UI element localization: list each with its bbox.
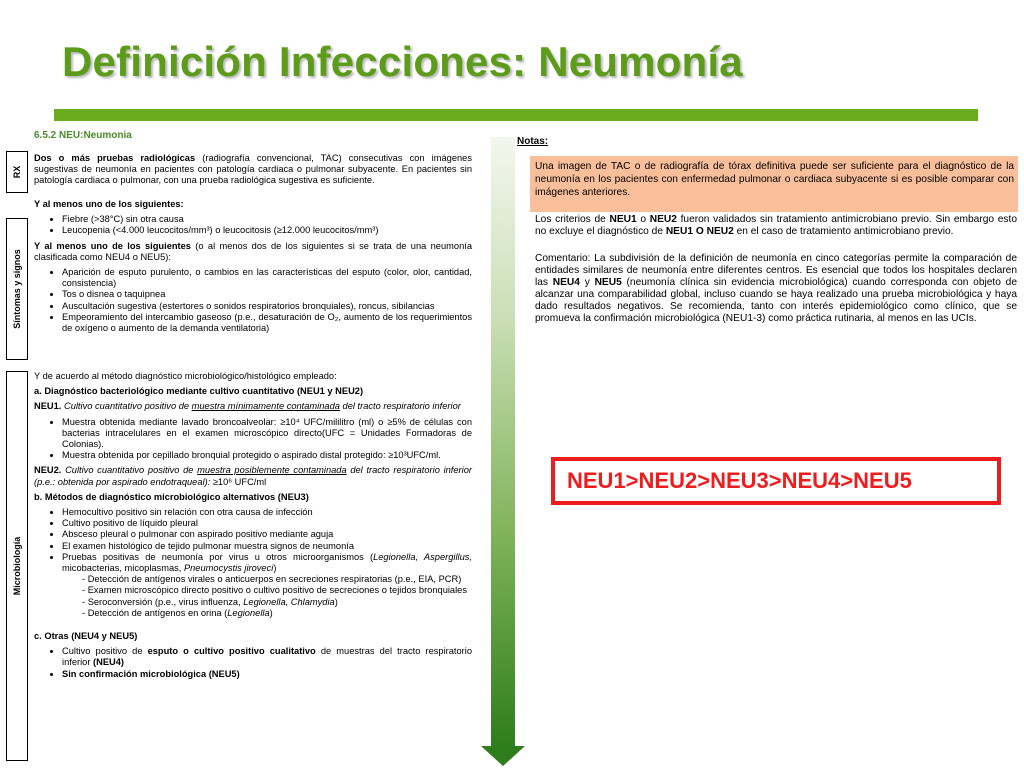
side-label-rx: RX <box>6 151 28 193</box>
sintomas-list-2 <box>34 267 472 334</box>
sintomas-heading-2: Y al menos uno de los siguientes (o al menos dos de los siguientes si se trata de una neumonía clasificada como NEU4 o NEU5): <box>34 240 472 262</box>
list-item: • Leucopenia (<4.000 leucocitos/mm³) o leucocitosis (≥12.000 leucocitos/mm³) <box>62 225 472 236</box>
list-item: - Detección de antígenos en orina (Legionella) <box>82 608 472 619</box>
list-item: • Muestra obtenida por cepillado bronquial protegido o aspirado distal protegido: ≥10³UFC/ml. <box>62 450 472 461</box>
neu-hierarchy-box: NEU1>NEU2>NEU3>NEU4>NEU5 <box>551 457 1001 505</box>
notes-paragraph-comment: Comentario: La subdivisión de la definición de neumonía en cinco categorías permite la comparación de entidades similares de neumonía entre diferentes centros. Es esencial que todos los hospitales declaren las NEU4 y NEU5 (neumonía clínica sin evidencia microbiológica) cuando corresponda con objeto de alcanzar una comparabilidad global, incluso cuando se haya realizado una prueba microbiológica y haya dado resultados negativos. Se recomienda, tanto con interés epidemiológico como clínico, que se promueva la confirmación microbiológica (NEU1-3) como práctica rutinaria, al menos en las UCIs. <box>535 253 1017 324</box>
list-item: • Absceso pleural o pulmonar con aspirado positivo mediante aguja <box>62 529 472 540</box>
title-underline-bar <box>54 109 978 121</box>
list-item: • El examen histológico de tejido pulmonar muestra signos de neumonía <box>62 541 472 552</box>
virus-sublist <box>62 574 472 619</box>
list-item: - Seroconversión (p.e., virus influenza, Legionella, Chlamydia) <box>82 597 472 608</box>
list-item: • Tos o disnea o taquipnea <box>62 289 472 300</box>
rx-paragraph: Dos o más pruebas radiológicas (radiografía convencional, TAC) consecutivas con imágenes sugestivas de neumonía en pacientes con patología cardiaca o pulmonar subyacente. En pacientes sin patología cardiaca o pulmonar, con una prueba radiológica sugestiva es suficiente. <box>34 153 472 186</box>
notes-paragraph-criteria: Los criterios de NEU1 o NEU2 fueron validados sin tratamiento antimicrobiano previo. Sin embargo esto no excluye el diagnóstico de NEU1 O NEU2 en el caso de tratamiento antimicrobiano previo. <box>535 214 1017 237</box>
neu2-definition: NEU2. Cultivo cuantitativo positivo de muestra posiblemente contaminada del tracto respiratorio inferior (p.e.: obtenida por aspirado endotraqueal): ≥10⁶ UFC/ml <box>34 465 472 487</box>
neu1-list <box>34 417 472 462</box>
side-label-microbiologia: Microbiología <box>6 371 28 761</box>
sintomas-list-1 <box>34 214 472 236</box>
down-arrow-shaft <box>491 137 515 749</box>
list-item: • Sin confirmación microbiológica (NEU5) <box>62 669 472 680</box>
microbiologia-section <box>34 371 472 684</box>
down-arrow-icon <box>481 746 525 766</box>
list-item: • Auscultación sugestiva (estertores o sonidos respiratorios bronquiales), roncus, sibilancias <box>62 301 472 312</box>
neu1-definition: NEU1. Cultivo cuantitativo positivo de muestra mínimamente contaminada del tracto respiratorio inferior <box>34 401 461 412</box>
list-item: • Cultivo positivo de líquido pleural <box>62 518 472 529</box>
section-heading: 6.5.2 NEU:Neumonia <box>34 130 132 141</box>
list-item: • Empeoramiento del intercambio gaseoso (p.e., desaturación de O₂, aumento de los requerimientos de oxígeno o aumento de la demanda ventilatoria) <box>62 312 472 334</box>
rx-section <box>34 153 472 191</box>
neu3-list <box>34 507 472 619</box>
micro-a-heading: a. Diagnóstico bacteriológico mediante cultivo cuantitativo (NEU1 y NEU2) <box>34 386 364 397</box>
list-item: - Detección de antígenos virales o anticuerpos en secreciones respiratorias (p.e., EIA, PCR) <box>82 574 472 585</box>
list-item: • Hemocultivo positivo sin relación con otra causa de infección <box>62 507 472 518</box>
slide-title: Definición Infecciones: Neumonía <box>62 38 743 85</box>
sintomas-section <box>34 199 472 338</box>
list-item: • Cultivo positivo de esputo o cultivo positivo cualitativo de muestras del tracto respiratorio inferior (NEU4) <box>62 646 472 668</box>
micro-b-heading: b. Métodos de diagnóstico microbiológico alternativos (NEU3) <box>34 491 309 502</box>
side-label-sintomas: Síntomas y signos <box>6 218 28 360</box>
notes-label: Notas: <box>517 136 549 147</box>
list-item: • Aparición de esputo purulento, o cambios en las características del esputo (color, olor, cantidad, consistencia) <box>62 267 472 289</box>
neu4-neu5-list <box>34 646 472 680</box>
sintomas-heading-1: Y al menos uno de los siguientes: <box>34 199 184 209</box>
notes-highlight-box: Una imagen de TAC o de radiografía de tórax definitiva puede ser suficiente para el diagnóstico de la neumonía en los pacientes con enfermedad pulmonar o cardiaca subyacente si es posible comparar con imágenes anteriores. <box>530 156 1018 212</box>
list-item: • Fiebre (>38°C) sin otra causa <box>62 214 472 225</box>
micro-intro: Y de acuerdo al método diagnóstico microbiológico/histológico empleado: <box>34 371 337 381</box>
list-item: • Muestra obtenida mediante lavado broncoalveolar: ≥10⁴ UFC/mililitro (ml) o ≥5% de células con bacterias intracelulares en el examen microscópico directo(UFC = Unidades Formadoras de Colonias). <box>62 417 472 451</box>
list-item: • Pruebas positivas de neumonía por virus u otros microorganismos (Legionella, Aspergillus, micobacterias, micoplasmas, Pneumocystis jiroveci) - Detección de antígenos virales o anticuerpos en secreciones respiratorias (p.e., EIA, PCR) - Examen microscópico directo positivo o cultivo positivo de secreciones o tejidos bronquiales - Seroconversión (p.e., virus influenza, Legionella, Chlamydia) - Detección de antígenos en orina (Legionella) <box>62 552 472 619</box>
micro-c-heading: c. Otras (NEU4 y NEU5) <box>34 631 138 642</box>
list-item: - Examen microscópico directo positivo o cultivo positivo de secreciones o tejidos bronquiales <box>82 585 472 596</box>
